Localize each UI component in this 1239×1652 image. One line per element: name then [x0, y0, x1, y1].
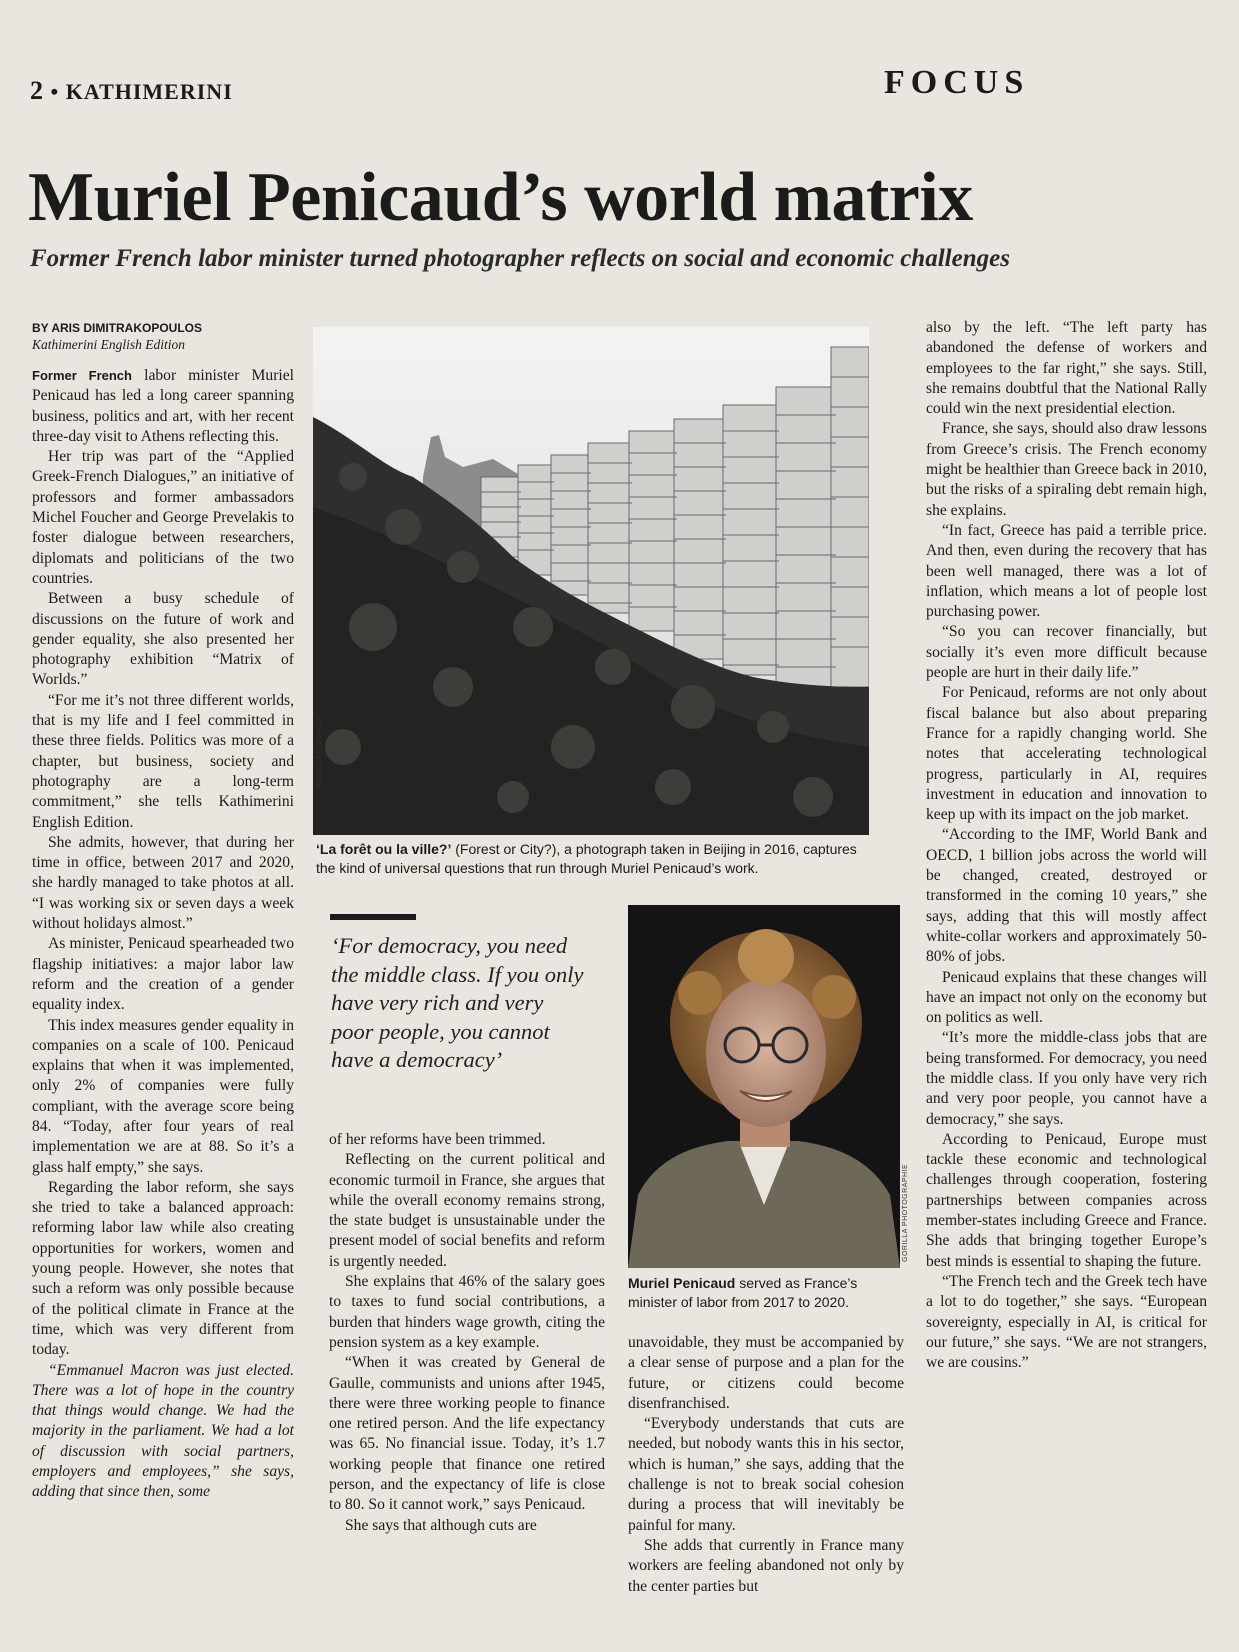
portrait-image [628, 905, 900, 1268]
paragraph: “The French tech and the Greek tech have a lot to do together,” she says. “European sovereignty, especially in AI, is critical for our future,” she says. “We are not strangers, we are cousins.” [926, 1272, 1207, 1372]
caption-title: ‘La forêt ou la ville?’ [316, 841, 452, 857]
paragraph: She explains that 46% of the salary goes to taxes to fund social contributions, a burden that hinders wage growth, citing the pension system as a key example. [329, 1273, 605, 1351]
photo-caption [316, 840, 872, 878]
forest-city-image [313, 327, 869, 835]
paragraph: “It’s more the middle-class jobs that are being transformed. For democracy, you need the middle class. If you only have very rich and very poor people, you cannot have a democracy,” she says. [926, 1029, 1207, 1128]
paragraph: “Everybody understands that cuts are needed, but nobody wants this in his sector, which is human,” she says, adding that the challenge is not to break social cohesion during a process that will inevitably be painful for many. [628, 1415, 904, 1534]
portrait-caption-text: served as France’s minister of labor from 2017 to 2020. [628, 1275, 858, 1310]
caption-text: (Forest or City?), a photograph taken in Beijing in 2016, captures the kind of universal questions that run through Muriel Penicaud’s work. [316, 841, 857, 876]
paragraph: “So you can recover financially, but socially it’s even more difficult because people are hurt in their daily life.” [926, 623, 1207, 682]
page-number: 2 [30, 76, 44, 105]
portrait-credit: GORILLA PHOTOGRAPHIE [902, 1163, 909, 1262]
paragraph: As minister, Penicaud spearheaded two flagship initiatives: a major labor law reform and the creation of a gender equality index. [32, 935, 294, 1014]
column-4 [926, 318, 1207, 1373]
paragraph: According to Penicaud, Europe must tackle these economic and technological challenges through cooperation, fostering partnerships between companies across member-states including Greece and France. She adds that bringing together Europe’s best minds is essential to shaping the future. [926, 1130, 1207, 1270]
portrait-caption [628, 1274, 904, 1312]
photo-credit: MURIEL PENICAUD [316, 718, 323, 790]
paragraph: For Penicaud, reforms are not only about fiscal balance but also about preparing France for a rapidly changing world. She notes that accelerating technological progress, particularly in AI, requires investment in education and innovation to keep up with its impact on the job market. [926, 684, 1207, 824]
paragraph: “According to the IMF, World Bank and OECD, 1 billion jobs across the world will be changed, created, destroyed or transformed in the coming 10 years,” she says, adding that this will mostly affect white-collar workers and approximately 50-80% of jobs. [926, 826, 1207, 966]
column-3 [628, 1333, 904, 1597]
paragraph: Penicaud explains that these changes will have an impact not only on the economy but on politics as well. [926, 968, 1207, 1027]
paragraph: “When it was created by General de Gaulle, communists and unions after 1945, there were three working people to finance one retired person. And the life expectancy was 65. No financial issue. Today, it’s 1.7 working people that finance one retired person, and the expectancy of life is close to 80. So it cannot work,” says Penicaud. [329, 1354, 605, 1514]
column-2 [329, 1130, 605, 1536]
paragraph: She adds that currently in France many workers are feeling abandoned not only by the center parties but [628, 1536, 904, 1595]
headline: Muriel Penicaud’s world matrix [28, 159, 973, 236]
paragraph: “Emmanuel Macron was just elected. There was a lot of hope in the country that things would change. We had the majority in the parliament. We had a lot of discussion with social partners, employers and employees,” she says, adding that since then, some [32, 1361, 294, 1501]
section-name: FOCUS [884, 64, 1030, 101]
pullquote-rule [330, 914, 416, 920]
edition-line: Kathimerini English Edition [32, 337, 186, 352]
paragraph: Her trip was part of the “Applied Greek-French Dialogues,” an initiative of professors and former ambassadors Michel Foucher and George Prevelakis to foster dialogue between researchers, diplomats and politicians of the two countries. [32, 448, 294, 587]
paragraph: Regarding the labor reform, she says she tried to take a balanced approach: reforming labor law while also creating opportunities for workers, women and young people. However, she notes that such a reform was only possible because of the political climate in France at the time, which was very different from today. [32, 1178, 294, 1359]
paragraph: unavoidable, they must be accompanied by a clear sense of purpose and a plan for the future, or citizens could become disenfranchised. [628, 1334, 904, 1412]
paragraph: “In fact, Greece has paid a terrible price. And then, even during the recovery that has been well managed, there was a lot of inflation, which means a lot of people lost purchasing power. [926, 521, 1207, 621]
portrait-caption-title: Muriel Penicaud [628, 1275, 736, 1291]
byline: BY ARIS DIMITRAKOPOULOS [32, 321, 203, 335]
deck: Former French labor minister turned photographer reflects on social and economic challenges [30, 245, 1010, 272]
page-header [30, 76, 233, 106]
paragraph: of her reforms have been trimmed. [329, 1131, 546, 1148]
column-1 [32, 320, 294, 1503]
paragraph: Former French labor minister Muriel Penicaud has led a long career spanning business, politics and art, with her recent three-day visit to Athens reflecting this. [32, 367, 294, 445]
paragraph: “For me it’s not three different worlds, that is my life and I feel committed in these three fields. Politics was more of a chapter, but business, society and photography are a long-term commitment,” she tells Kathimerini English Edition. [32, 691, 294, 831]
portrait-photo [628, 905, 900, 1268]
paragraph: also by the left. “The left party has abandoned the defense of workers and employees to the far right,” she says. Still, she remains doubtful that the National Rally could win the next presidential election. [926, 319, 1207, 418]
lead-in: Former French [32, 368, 132, 383]
paragraph: She says that although cuts are [345, 1516, 537, 1534]
forest-city-photo [313, 327, 869, 835]
pullquote: ‘For democracy, you need the middle class. If you only have very rich and very poor people, you cannot have a democracy’ [331, 933, 584, 1072]
paragraph: She admits, however, that during her time in office, between 2017 and 2020, she hardly managed to take photos at all. “I was working six or seven days a week without holidays almost.” [32, 833, 294, 933]
publication-name: KATHIMERINI [65, 79, 233, 104]
paragraph: Reflecting on the current political and economic turmoil in France, she argues that while the overall economy remains strong, the state budget is unsustainable under the present model of social benefits and reform is urgently needed. [329, 1151, 605, 1270]
header-separator: • [50, 79, 60, 104]
paragraph: France, she says, should also draw lessons from Greece’s crisis. The French economy might be healthier than Greece back in 2010, but the risks of a spiraling debt remain high, she explains. [926, 420, 1207, 519]
paragraph: Between a busy schedule of discussions on the future of work and gender equality, she also presented her photography exhibition “Matrix of Worlds.” [32, 590, 294, 689]
paragraph: This index measures gender equality in companies on a scale of 100. Penicaud explains that when it was implemented, only 2% of companies were fully compliant, with the average score being 84. “Today, after four years of real implementation we are at 88. So it’s a glass half empty,” she says. [32, 1016, 294, 1176]
